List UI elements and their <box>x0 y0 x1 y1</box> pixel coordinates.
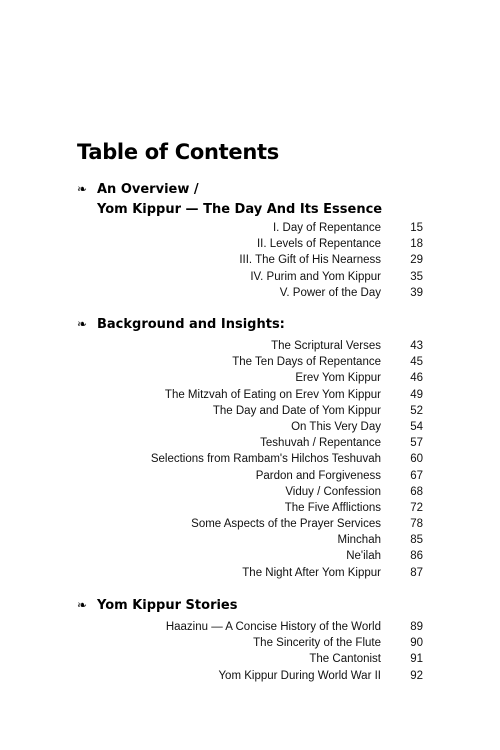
section-heading-background <box>77 315 285 334</box>
toc-entry-label: II. Levels of Repentance <box>256 238 381 251</box>
toc-entries-stories <box>77 619 423 684</box>
toc-entry[interactable] <box>77 419 423 435</box>
toc-entry-label: The Scriptural Verses <box>271 340 381 352</box>
toc-entry-page: 67 <box>410 469 423 482</box>
toc-entry[interactable] <box>77 651 423 667</box>
toc-entry-page: 46 <box>410 372 423 385</box>
toc-entry-page: 72 <box>410 501 423 514</box>
toc-entry-page: 68 <box>410 485 423 498</box>
toc-entry[interactable] <box>77 619 423 635</box>
toc-entry[interactable] <box>77 468 423 484</box>
toc-entry-page: 54 <box>410 420 423 433</box>
toc-entry-page: 45 <box>410 356 423 369</box>
toc-entry[interactable] <box>77 516 423 532</box>
toc-entry-label: The Day and Date of Yom Kippur <box>212 404 381 417</box>
toc-entry-label: Erev Yom Kippur <box>295 372 381 385</box>
toc-entry-label: IV. Purim and Yom Kippur <box>250 270 381 283</box>
toc-entry[interactable] <box>77 252 423 268</box>
toc-entry[interactable] <box>77 269 423 285</box>
toc-entry-page: 57 <box>410 437 423 450</box>
toc-entry-label: Viduy / Confession <box>285 485 381 498</box>
toc-entry-label: The Sincerity of the Flute <box>253 637 381 650</box>
toc-entry[interactable] <box>77 387 423 403</box>
toc-entry[interactable] <box>77 565 423 581</box>
toc-entry-page: 90 <box>410 637 423 650</box>
toc-entry-page: 87 <box>410 566 423 579</box>
toc-entry-label: Pardon and Forgiveness <box>255 469 381 482</box>
ornament-icon: ❧ <box>77 182 88 196</box>
toc-entry-label: The Cantonist <box>309 653 381 666</box>
page-title: Table of Contents <box>77 140 279 164</box>
toc-entry[interactable] <box>77 500 423 516</box>
toc-entry-label: I. Day of Repentance <box>272 222 381 234</box>
toc-entry-label: Minchah <box>337 534 381 547</box>
toc-entry[interactable] <box>77 532 423 548</box>
toc-entry[interactable] <box>77 548 423 564</box>
section-heading-line: Yom Kippur Stories <box>97 598 238 613</box>
toc-entry[interactable] <box>77 370 423 386</box>
toc-entry-page: 85 <box>410 534 423 547</box>
toc-entry-label: Selections from Rambam's Hilchos Teshuvah <box>150 453 381 466</box>
toc-entry-label: Haazinu — A Concise History of the World <box>165 621 381 633</box>
toc-entry-page: 92 <box>410 669 423 682</box>
toc-entry[interactable] <box>77 403 423 419</box>
toc-entry-page: 39 <box>410 286 423 299</box>
toc-entry[interactable] <box>77 435 423 451</box>
toc-entry-label: The Ten Days of Repentance <box>232 356 381 369</box>
toc-entry-label: The Night After Yom Kippur <box>242 566 381 579</box>
toc-entry-page: 52 <box>410 404 423 417</box>
toc-entry[interactable] <box>77 285 423 301</box>
toc-entry-label: V. Power of the Day <box>279 286 381 299</box>
toc-entries-overview <box>77 220 423 301</box>
toc-entry[interactable] <box>77 451 423 467</box>
ornament-icon: ❧ <box>77 317 88 331</box>
section-heading-subline: Yom Kippur — The Day And Its Essence <box>97 202 383 217</box>
section-heading-line: An Overview / <box>97 182 199 197</box>
toc-entry[interactable] <box>77 668 423 684</box>
toc-entry[interactable] <box>77 220 423 236</box>
toc-entry[interactable] <box>77 338 423 354</box>
toc-entry-page: 29 <box>410 254 423 267</box>
toc-entry-page: 91 <box>410 653 423 666</box>
toc-entry-label: The Five Afflictions <box>284 501 381 514</box>
toc-entry-page: 89 <box>410 621 423 633</box>
section-heading-line: Background and Insights: <box>97 317 285 332</box>
toc-entry-page: 15 <box>410 222 423 234</box>
toc-entry-label: Yom Kippur During World War II <box>218 669 381 682</box>
section-heading-stories <box>77 596 238 615</box>
toc-entry-page: 49 <box>410 388 423 401</box>
toc-entry[interactable] <box>77 354 423 370</box>
toc-entry-page: 86 <box>410 550 423 563</box>
toc-entry-label: Teshuvah / Repentance <box>260 437 381 450</box>
section-heading-overview <box>77 180 382 219</box>
toc-entry-page: 43 <box>410 340 423 352</box>
toc-entries-background <box>77 338 423 581</box>
toc-entry-page: 60 <box>410 453 423 466</box>
toc-entry[interactable] <box>77 484 423 500</box>
toc-entry-page: 35 <box>410 270 423 283</box>
toc-entry-label: Ne'ilah <box>346 550 381 563</box>
toc-entry-label: III. The Gift of His Nearness <box>239 254 381 267</box>
toc-entry-page: 78 <box>410 518 423 531</box>
ornament-icon: ❧ <box>77 598 88 612</box>
toc-entry-page: 18 <box>410 238 423 251</box>
toc-entry-label: Some Aspects of the Prayer Services <box>191 518 381 531</box>
toc-entry-label: On This Very Day <box>291 420 381 433</box>
toc-entry[interactable] <box>77 236 423 252</box>
toc-entry[interactable] <box>77 635 423 651</box>
toc-entry-label: The Mitzvah of Eating on Erev Yom Kippur <box>164 388 381 401</box>
